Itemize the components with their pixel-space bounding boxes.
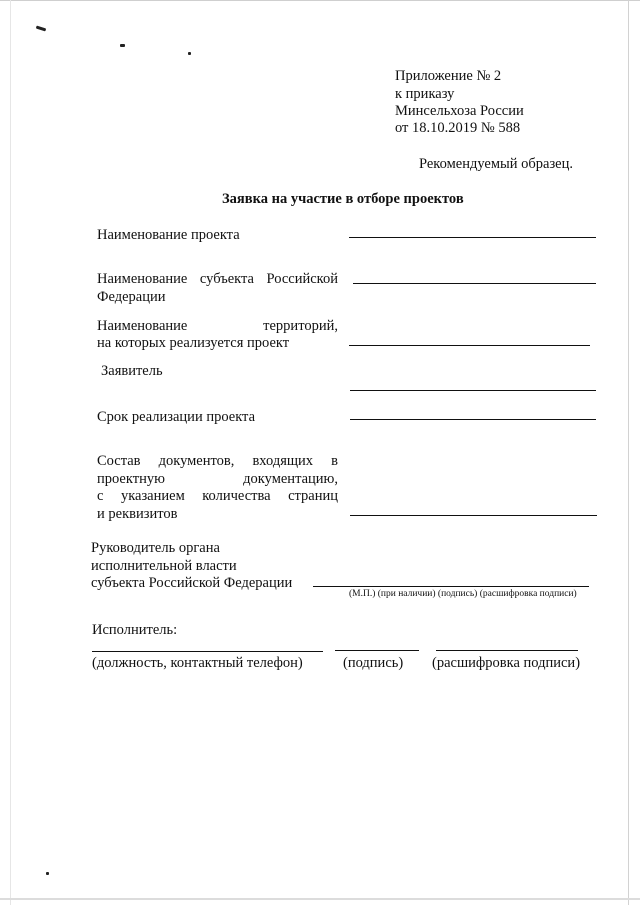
scan-speck (120, 44, 125, 47)
form-title: Заявка на участие в отборе проектов (222, 191, 464, 207)
head-line-2: исполнительной власти (91, 558, 237, 574)
appendix-line-3: Минсельхоза России (395, 103, 524, 119)
recommended-sample: Рекомендуемый образец. (419, 156, 573, 172)
field-applicant-label: Заявитель (101, 363, 163, 379)
appendix-line-2: к приказу (395, 86, 455, 102)
field-subject-name-line[interactable] (353, 283, 596, 284)
executor-decoding-line[interactable] (436, 650, 578, 651)
field-applicant-line[interactable] (350, 390, 596, 391)
field-docs-line[interactable] (350, 515, 597, 516)
executor-position-caption: (должность, контактный телефон) (92, 655, 303, 671)
field-term-line[interactable] (350, 419, 596, 420)
field-project-name-label: Наименование проекта (97, 227, 240, 243)
field-subject-name-label: Наименование субъекта Российской (97, 271, 338, 287)
executor-label: Исполнитель: (92, 622, 178, 638)
scan-edge-left (10, 0, 11, 905)
scan-edge-top (0, 0, 640, 1)
field-territories-label: Наименование территорий, (97, 318, 338, 334)
field-docs-label-2: проектную документацию, (97, 471, 338, 487)
appendix-line-1: Приложение № 2 (395, 68, 502, 84)
executor-position-line[interactable] (92, 651, 323, 652)
field-project-name-line[interactable] (349, 237, 596, 238)
executor-decoding-caption: (расшифровка подписи) (432, 655, 581, 671)
field-subject-name-label-2: Федерации (97, 289, 166, 305)
executor-signature-line[interactable] (335, 650, 419, 651)
scan-speck (36, 26, 46, 32)
scan-edge-bottom (0, 898, 640, 900)
head-line-3: субъекта Российской Федерации (91, 575, 293, 591)
field-docs-label: Состав документов, входящих в (97, 453, 338, 469)
field-territories-label-2: на которых реализуется проект (97, 335, 290, 351)
field-docs-label-4: и реквизитов (97, 506, 178, 522)
executor-signature-caption: (подпись) (343, 655, 404, 671)
field-docs-label-3: с указанием количества страниц (97, 488, 338, 504)
head-signature-line[interactable] (313, 586, 589, 587)
head-line-1: Руководитель органа (91, 540, 220, 556)
scan-speck (188, 52, 191, 55)
field-territories-line[interactable] (349, 345, 590, 346)
scan-speck (46, 872, 49, 875)
scan-edge-right (628, 0, 629, 905)
field-term-label: Срок реализации проекта (97, 409, 256, 425)
appendix-line-4: от 18.10.2019 № 588 (395, 120, 521, 136)
head-signature-caption: (М.П.) (при наличии) (подпись) (расшифровка подписи) (349, 589, 577, 599)
